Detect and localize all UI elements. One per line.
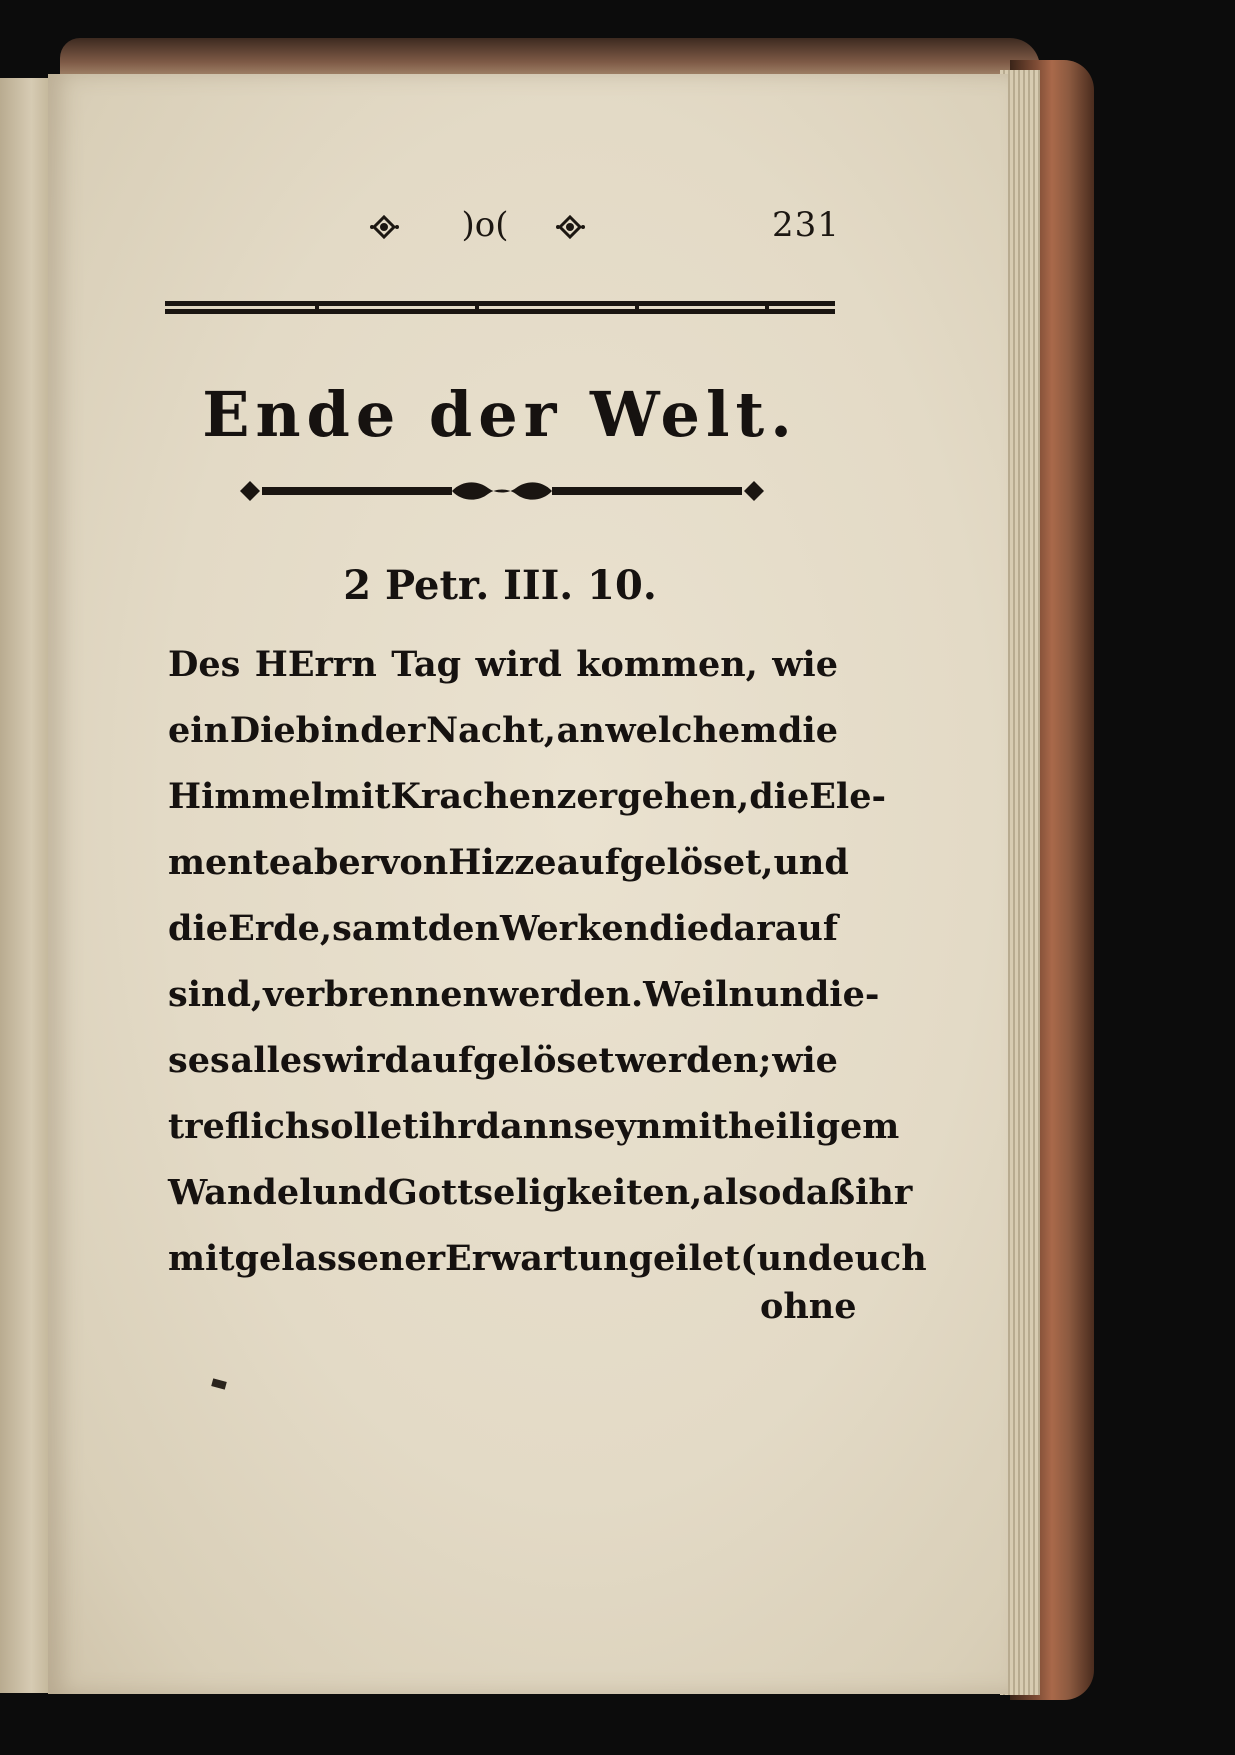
word: welchem [605, 710, 778, 751]
word: gelassener [234, 1238, 446, 1279]
word: darauf [709, 908, 838, 949]
word: daß [781, 1172, 856, 1213]
word: aufgelöset, [556, 842, 774, 883]
word: von [379, 842, 449, 883]
word: sollet [310, 1106, 419, 1147]
word: der [360, 710, 426, 751]
word: werden. [487, 974, 644, 1015]
word: dann [475, 1106, 574, 1147]
word: ses [168, 1040, 230, 1081]
word: alles [230, 1040, 322, 1081]
text-line [168, 830, 849, 896]
page-number: 231 [772, 205, 840, 245]
body-paragraph [168, 632, 927, 1292]
word: verbrennen [263, 974, 488, 1015]
text-line [168, 698, 838, 764]
text-line [168, 764, 887, 830]
fleuron-icon [370, 217, 399, 237]
text-line [168, 1226, 927, 1292]
text-line [168, 962, 880, 1028]
running-head [370, 205, 600, 249]
word: Tag [391, 644, 462, 685]
word: mente [168, 842, 292, 883]
text-line [168, 896, 838, 962]
word: die [749, 776, 810, 817]
word: nun [728, 974, 805, 1015]
word: den [427, 908, 500, 949]
chapter-title: Ende der Welt. [202, 378, 798, 451]
word: in [320, 710, 360, 751]
word: treflich [168, 1106, 311, 1147]
running-head-text: )o( [461, 205, 509, 245]
word: heiligem [727, 1106, 900, 1147]
word: mit [324, 776, 391, 817]
ornamental-divider-icon [238, 472, 766, 510]
word: kommen, [576, 644, 758, 685]
running-head-ornament [370, 205, 600, 249]
word: ihr [855, 1172, 913, 1213]
word: mit [168, 1238, 235, 1279]
word: wird [475, 644, 562, 685]
word: wie [772, 1040, 838, 1081]
word: sind, [168, 974, 264, 1015]
word: Werken [499, 908, 650, 949]
word: HErrn [254, 644, 377, 685]
text-line [168, 1028, 838, 1094]
word: Ele- [809, 776, 887, 817]
fleuron-icon [556, 217, 585, 237]
text-line [168, 1160, 913, 1226]
word: samt [332, 908, 428, 949]
word: die- [804, 974, 880, 1015]
word: aber [291, 842, 380, 883]
text-line [168, 1094, 900, 1160]
word: und [312, 1172, 388, 1213]
word: aufgelöset [409, 1040, 615, 1081]
word: mit [661, 1106, 728, 1147]
catchword: ohne [760, 1286, 857, 1327]
word: Erwartung [445, 1238, 653, 1279]
word: Gottseligkeiten, [387, 1172, 703, 1213]
facing-page-edge [0, 78, 54, 1693]
word: Himmel [168, 776, 324, 817]
word: ein [168, 710, 230, 751]
word: seyn [573, 1106, 662, 1147]
word: werden; [615, 1040, 772, 1081]
word: wird [322, 1040, 409, 1081]
word: Krachen [390, 776, 557, 817]
scripture-reference: 2 Petr. III. 10. [343, 562, 657, 609]
word: Nacht, [426, 710, 556, 751]
word: Hizze [448, 842, 557, 883]
word: Des [168, 644, 241, 685]
word: ihr [418, 1106, 476, 1147]
word: und [773, 842, 849, 883]
word: an [556, 710, 605, 751]
word: Weil [643, 974, 729, 1015]
word: zergehen, [556, 776, 750, 817]
word: Wandel [168, 1172, 313, 1213]
word: die [777, 710, 838, 751]
text-line [168, 632, 838, 698]
head-rule [165, 301, 835, 315]
book-cover-top-edge [60, 38, 1040, 78]
word: wie [772, 644, 838, 685]
word: (und [740, 1238, 833, 1279]
word: die [168, 908, 229, 949]
word: die [649, 908, 710, 949]
word: eilet [652, 1238, 741, 1279]
word: euch [832, 1238, 927, 1279]
word: Dieb [229, 710, 321, 751]
word: also [702, 1172, 782, 1213]
word: Erde, [228, 908, 333, 949]
